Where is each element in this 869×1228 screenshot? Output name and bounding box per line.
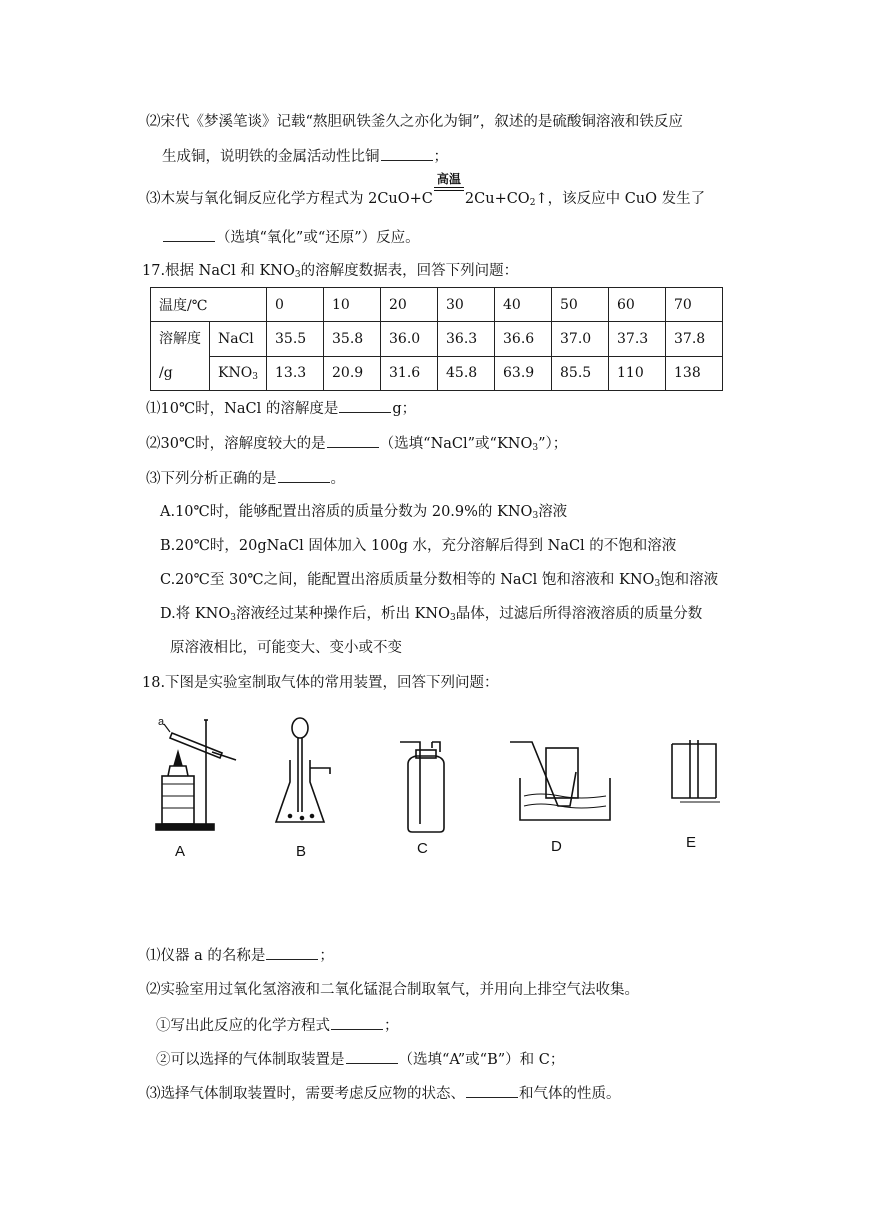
- answer-blank[interactable]: [278, 468, 330, 483]
- q18-part2-ii: [156, 1049, 564, 1070]
- q18-part2-ii-choice: （选填“A”或“B”）和 C；: [398, 1052, 565, 1068]
- nacl-value-cell: 37.3: [609, 322, 666, 357]
- kno3-value-cell: 85.5: [552, 356, 609, 391]
- kno3-value-cell: 63.9: [495, 356, 552, 391]
- q17-option-d: [160, 604, 702, 628]
- apparatus-e: [672, 740, 720, 802]
- q16-part2-text: 生成铜，说明铁的金属活动性比铜: [162, 149, 380, 165]
- equals-bar-bottom: [434, 190, 464, 191]
- q18-part1-text: ⑴仪器 a 的名称是: [146, 948, 266, 964]
- answer-blank[interactable]: [163, 227, 215, 242]
- equation-subscript: 2: [529, 198, 536, 208]
- row-label-bottom: /g: [159, 365, 173, 381]
- q17-stem-text: 17.根据 NaCl 和 KNO: [142, 263, 295, 279]
- option-c-text: C.20℃至 30℃之间，能配置出溶质质量分数相等的 NaCl 饱和溶液和 KNO: [160, 572, 655, 588]
- q17-option-d-line2: 原溶液相比，可能变大、变小或不变: [170, 640, 402, 656]
- temperature-cell: 30: [438, 288, 495, 322]
- q16-part3-choice: （选填“氧化”或“还原”）反应。: [216, 230, 420, 246]
- figure-label-a: A: [175, 843, 186, 860]
- q17-option-c: [160, 570, 718, 594]
- subscript: 3: [532, 443, 539, 453]
- option-d-text-end: 晶体，过滤后所得溶液溶质的质量分数: [455, 606, 703, 622]
- q18-part1: [146, 945, 334, 966]
- nacl-value-cell: 35.8: [324, 322, 381, 357]
- equation-right: 2Cu+CO: [464, 191, 530, 207]
- condition-label: 高温: [436, 172, 461, 186]
- answer-blank[interactable]: [266, 945, 318, 960]
- q16-part3-line2: [162, 227, 420, 248]
- apparatus-c: [400, 742, 444, 832]
- kno3-value-cell: 110: [609, 356, 666, 391]
- q17-part1-unit: g；: [392, 401, 417, 417]
- solubility-table: [150, 287, 723, 391]
- q17-part1: [146, 398, 416, 419]
- q17-part3: [146, 468, 345, 489]
- temperature-cell: 50: [552, 288, 609, 322]
- option-a-end: 溶液: [538, 504, 568, 520]
- answer-blank[interactable]: [346, 1049, 398, 1064]
- q18-stem: 18.下图是实验室制取气体的常用装置，回答下列问题：: [142, 675, 499, 691]
- row-label-top: 溶解度: [159, 331, 201, 347]
- nacl-label-cell: NaCl: [210, 322, 267, 357]
- q17-part3-text: ⑶下列分析正确的是: [146, 471, 277, 487]
- apparatus-a: [156, 720, 236, 830]
- option-d-text-mid: 溶液经过某种操作后，析出 KNO: [235, 606, 450, 622]
- nacl-value-cell: 36.6: [495, 322, 552, 357]
- q17-part2-text: ⑵30℃时，溶解度较大的是: [146, 436, 326, 452]
- q17-part2: [146, 433, 567, 458]
- q18-part1-end: ；: [319, 948, 334, 964]
- answer-blank[interactable]: [339, 398, 391, 413]
- answer-blank[interactable]: [331, 1015, 383, 1030]
- table-row-kno3: [151, 356, 723, 391]
- nacl-value-cell: 36.0: [381, 322, 438, 357]
- q17-stem-text-end: 的溶解度数据表，回答下列问题：: [300, 263, 519, 279]
- q18-part3: [146, 1083, 621, 1104]
- subscript: 3: [230, 613, 236, 623]
- q18-part2-i-end: ；: [384, 1018, 399, 1034]
- q17-stem: [142, 261, 518, 285]
- q16-part2-end: ；: [433, 149, 448, 165]
- q18-part2-ii-text: ②可以选择的气体制取装置是: [156, 1052, 345, 1068]
- apparatus-b: [276, 718, 330, 822]
- option-c-end: 饱和溶液: [660, 572, 719, 588]
- q17-part2-choice: （选填“NaCl”或“KNO: [379, 436, 533, 452]
- q17-option-b: B.20℃时，20gNaCl 固体加入 100g 水，充分溶解后得到 NaCl 的不饱和溶液: [160, 538, 677, 554]
- q18-part3-text: ⑶选择气体制取装置时，需要考虑反应物的状态、: [146, 1086, 465, 1102]
- apparatus-figure: [140, 712, 740, 862]
- subscript: 3: [532, 511, 539, 521]
- reaction-condition: [434, 172, 464, 209]
- q16-part2-line1: ⑵宋代《梦溪笔谈》记载“熬胆矾铁釜久之亦化为铜”，叙述的是硫酸铜溶液和铁反应: [146, 114, 683, 130]
- nacl-value-cell: 36.3: [438, 322, 495, 357]
- equals-bar-top: [434, 187, 464, 188]
- q17-part1-text: ⑴10℃时，NaCl 的溶解度是: [146, 401, 339, 417]
- q16-part2-line2: [162, 146, 448, 167]
- temperature-cell: 40: [495, 288, 552, 322]
- equation-left: ⑶木炭与氧化铜反应化学方程式为 2CuO+C: [146, 191, 433, 207]
- instrument-mark-a: a: [158, 716, 165, 728]
- figure-label-e: E: [686, 834, 697, 851]
- q16-part3-text: ↑，该反应中 CuO 发生了: [535, 191, 706, 207]
- option-a-text: A.10℃时，能够配置出溶质的质量分数为 20.9%的 KNO: [160, 504, 533, 520]
- nacl-value-cell: 37.8: [666, 322, 723, 357]
- kno3-value-cell: 31.6: [381, 356, 438, 391]
- kno3-value-cell: 138: [666, 356, 723, 391]
- kno3-value-cell: 20.9: [324, 356, 381, 391]
- figure-label-c: C: [417, 840, 428, 857]
- q18-part2-i: [156, 1015, 399, 1036]
- answer-blank[interactable]: [466, 1083, 518, 1098]
- q17-option-a: [160, 502, 567, 526]
- temperature-cell: 0: [267, 288, 324, 322]
- q18-part2: ⑵实验室用过氧化氢溶液和二氧化锰混合制取氧气，并用向上排空气法收集。: [146, 982, 639, 998]
- subscript: 3: [294, 270, 301, 280]
- row-label-cell: [151, 322, 210, 391]
- temperature-cell: 70: [666, 288, 723, 322]
- kno3-value-cell: 13.3: [267, 356, 324, 391]
- temperature-cell: 20: [381, 288, 438, 322]
- header-label-cell: 温度/℃: [151, 288, 267, 322]
- subscript: 3: [252, 371, 258, 382]
- kno3-label-cell: [210, 356, 267, 391]
- subscript: 3: [654, 579, 661, 589]
- temperature-cell: 10: [324, 288, 381, 322]
- q16-part3-line1: [146, 172, 706, 213]
- figure-label-d: D: [551, 838, 562, 855]
- temperature-cell: 60: [609, 288, 666, 322]
- table-row-nacl: [151, 322, 723, 357]
- q17-part2-end: ”）；: [538, 436, 568, 452]
- q17-part3-end: 。: [330, 471, 345, 487]
- answer-blank[interactable]: [327, 433, 379, 448]
- answer-blank[interactable]: [381, 146, 433, 161]
- kno3-value-cell: 45.8: [438, 356, 495, 391]
- option-d-text: D.将 KNO: [160, 606, 231, 622]
- nacl-value-cell: 37.0: [552, 322, 609, 357]
- q18-part2-i-text: ①写出此反应的化学方程式: [156, 1018, 330, 1034]
- subscript: 3: [449, 613, 456, 623]
- nacl-value-cell: 35.5: [267, 322, 324, 357]
- figure-label-b: B: [296, 843, 307, 860]
- q18-part3-end: 和气体的性质。: [519, 1086, 621, 1102]
- apparatus-d: [510, 742, 610, 820]
- table-row-header: [151, 288, 723, 322]
- kno3-label: KNO: [218, 364, 253, 381]
